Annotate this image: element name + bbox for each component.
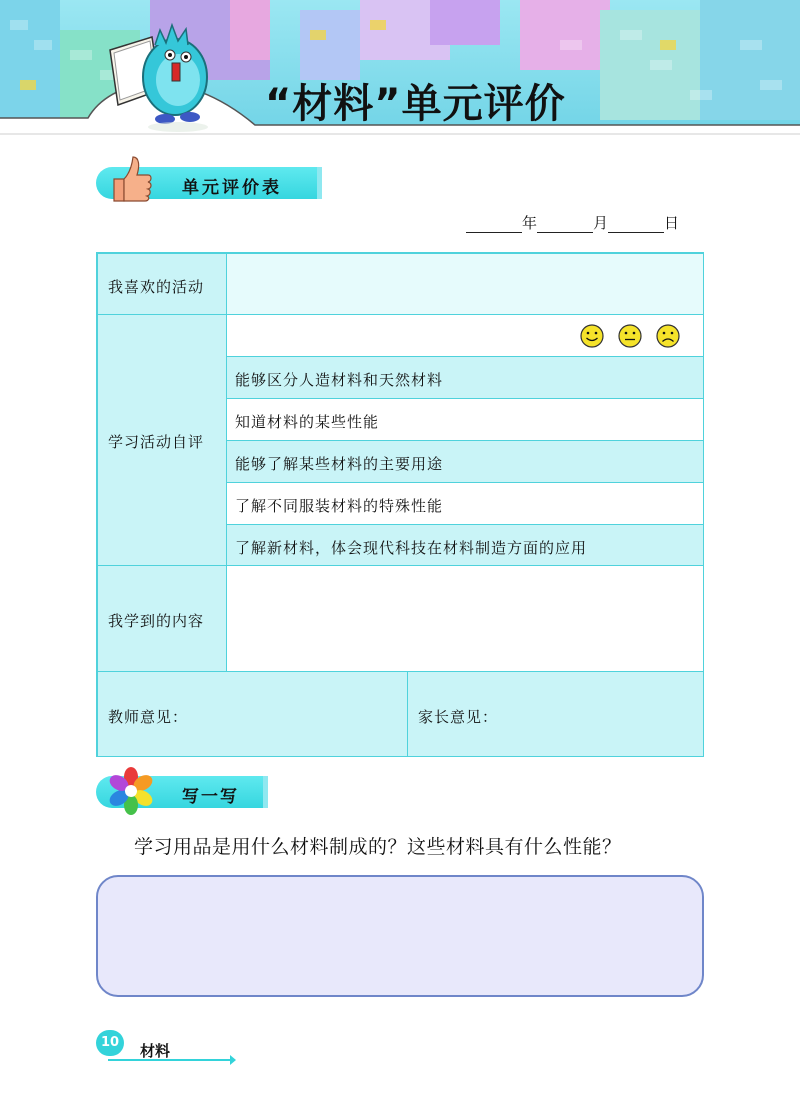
arrow-line-icon xyxy=(108,1054,236,1066)
self-eval-label-cell xyxy=(97,314,227,566)
self-eval-row[interactable] xyxy=(226,440,704,483)
evaluation-table xyxy=(96,252,704,757)
evaluation-section-label: 单元评价表 xyxy=(182,178,282,198)
day-label: 日 xyxy=(664,214,680,232)
teacher-opinion-label: 教师意见： xyxy=(108,708,189,726)
self-eval-item: 能够区分人造材料和天然材料 xyxy=(235,371,444,389)
footer-unit-name: 材料 xyxy=(140,1042,171,1060)
teacher-opinion-cell[interactable] xyxy=(97,671,408,757)
learned-label: 我学到的内容 xyxy=(108,612,205,630)
self-eval-item: 知道材料的某些性能 xyxy=(235,413,380,431)
evaluation-section-header xyxy=(96,163,326,203)
favorite-activity-label: 我喜欢的活动 xyxy=(108,278,205,296)
year-label: 年 xyxy=(522,214,538,232)
favorite-activity-input[interactable] xyxy=(226,253,704,315)
month-label: 月 xyxy=(593,214,609,232)
day-blank[interactable] xyxy=(608,217,664,233)
write-section-label: 写一写 xyxy=(182,787,239,807)
month-blank[interactable] xyxy=(537,217,593,233)
page-footer xyxy=(96,1024,246,1069)
learned-input[interactable] xyxy=(226,565,704,672)
self-eval-item: 了解新材料，体会现代科技在材料制造方面的应用 xyxy=(235,539,588,557)
self-eval-item: 了解不同服装材料的特殊性能 xyxy=(235,497,444,515)
happy-face-icon xyxy=(579,323,605,349)
page-title: “材料”单元评价 xyxy=(265,81,566,127)
neutral-face-icon xyxy=(617,323,643,349)
mascot-with-book-icon xyxy=(100,15,215,135)
self-eval-row[interactable] xyxy=(226,356,704,399)
self-eval-row[interactable] xyxy=(226,398,704,441)
self-eval-row[interactable] xyxy=(226,482,704,525)
favorite-activity-label-cell xyxy=(97,253,227,315)
learned-label-cell xyxy=(97,565,227,672)
write-question: 学习用品是用什么材料制成的？这些材料具有什么性能？ xyxy=(134,836,622,858)
rating-header-row xyxy=(226,314,704,357)
header-banner xyxy=(0,0,800,140)
parent-opinion-label: 家长意见： xyxy=(418,708,499,726)
year-blank[interactable] xyxy=(466,217,522,233)
thumbs-up-icon xyxy=(106,153,154,205)
write-section-header xyxy=(96,772,272,812)
parent-opinion-cell[interactable] xyxy=(407,671,704,757)
sad-face-icon xyxy=(655,323,681,349)
self-eval-item: 能够了解某些材料的主要用途 xyxy=(235,455,444,473)
page-number: 10 xyxy=(96,1030,124,1056)
answer-box[interactable] xyxy=(96,875,704,997)
date-line xyxy=(466,212,679,233)
self-eval-label: 学习活动自评 xyxy=(108,433,205,451)
self-eval-row[interactable] xyxy=(226,524,704,566)
flower-icon xyxy=(106,766,156,816)
